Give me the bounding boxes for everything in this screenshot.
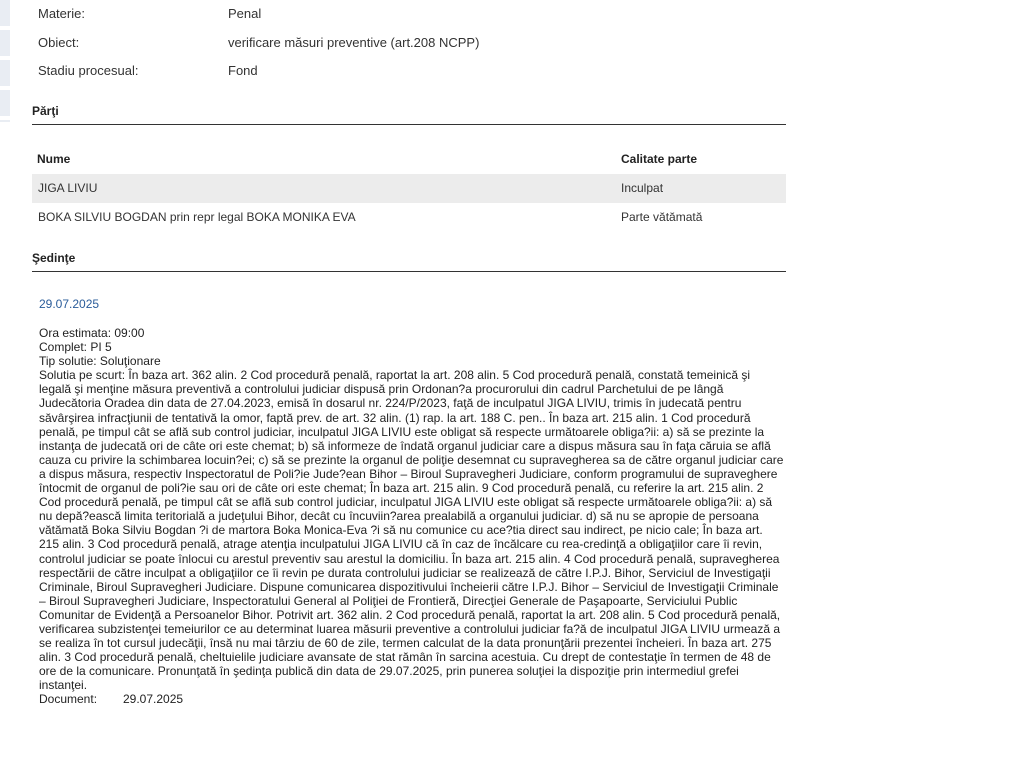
case-info-label: Obiect: <box>38 35 80 50</box>
party-role: Parte vătămată <box>621 210 703 224</box>
party-name: BOKA SILVIU BOGDAN prin repr legal BOKA MONIKA EVA <box>38 210 356 224</box>
case-info-value: Penal <box>228 6 262 21</box>
session-panel: Complet: PI 5 <box>39 340 112 355</box>
session-date: 29.07.2025 <box>39 297 100 311</box>
parties-table <box>32 144 786 232</box>
case-info-value: verificare măsuri preventive (art.208 NCPP) <box>228 35 480 50</box>
session-details <box>39 326 784 707</box>
party-name: JIGA LIVIU <box>38 181 98 195</box>
case-info-label: Stadiu procesual: <box>38 63 139 78</box>
parties-section-title: Părţi <box>32 104 786 125</box>
column-header-name: Nume <box>37 152 71 166</box>
left-sidebar-strip <box>0 0 10 122</box>
sessions-section-title: Şedinţe <box>32 251 786 272</box>
session-solution-summary: Solutia pe scurt: În baza art. 362 alin. 2 Cod procedură penală, raportat la art. 208 alin. 5 Cod procedură penală, constată temeinică şi legală şi menţine măsura preventivă a controlului judiciar dispusă prin Ordonan?a procurorului din cadrul Parchetului de pe lângă Judecătoria Oradea din data de 27.04.2023, emisă în dosarul nr. 224/P/2023, faţă de inculpatul JIGA LIVIU, trimis în judecată pentru săvârşirea infracţiunii de tentativă la omor, faptă prev. de art. 32 alin. (1) rap. la art. 188 C. pen.. În baza art. 215 alin. 1 Cod procedură penală, pe timpul cât se află sub control judiciar, inculpatul JIGA LIVIU este obligat să respecte următoarele obliga?ii: a) să se prezinte la instanţa de judecată ori de câte ori este chemat; b) să informeze de îndată organul judiciar care a dispus măsura sau în faţa căruia se află cauza cu privire la schimbarea locuin?ei; c) să se prezinte la organul de poliţie desemnat cu supravegherea sa de către organul judiciar care a dispus măsura, respectiv Inspectoratul de Poli?ie Jude?ean Bihor – Biroul Supravegheri Judiciare, conform programului de supraveghere întocmit de organul de poli?ie sau ori de câte ori este chemat; În baza art. 215 alin. 9 Cod procedură penală, cu referire la art. 215 alin. 2 Cod procedură penală, pe timpul cât se află sub control judiciar, inculpatul JIGA LIVIU este obligat să respecte următoarele obliga?ii: a) să nu depă?ească limita teritorială a judeţului Bihor, decât cu încuviin?area prealabilă a organului judiciar. d) să nu se apropie de persoana vătămată Boka Silviu Bogdan ?i de martora Boka Monica-Eva ?i să nu comunice cu ace?tia direct sau indirect, pe nicio cale; În baza art. 215 alin. 3 Cod procedură penală, atrage atenţia inculpatului JIGA LIVIU că în caz de încălcare cu rea-credinţă a obligaţiilor care îi revin, controlul judiciar se poate înlocui cu arestul preventiv sau arestul la domiciliu. În baza art. 215 alin. 4 Cod procedură penală, supravegherea respectării de către inculpat a obligaţiilor ce îi revin pe durata controlului judiciar se realizează de către I.P.J. Bihor, Serviciul de Investigaţii Criminale, Biroul Supravegheri Judiciare. Dispune comunicarea dispozitivului încheierii către I.P.J. Bihor – Serviciul de Investigaţii Criminale – Biroul Supravegheri Judiciare, Inspectoratului General al Poliţiei de Frontieră, Direcţiei Generale de Paşapoarte, Serviciului Public Comunitar de Evidenţă a Persoanelor Bihor. Potrivit art. 362 alin. 2 Cod procedură penală, raportat la art. 208 alin. 5 Cod procedură penală, verificarea subzistenţei temeiurilor ce au determinat luarea măsurii preventive a controlului judiciar fa?ă de inculpatul JIGA LIVIU urmează a se realiza în tot cursul judecăţii, însă nu mai târziu de 60 de zile, termen calculat de la data pronunţării prezentei încheieri. În baza art. 275 alin. 3 Cod procedură penală, cheltuielile judiciare avansate de stat rămân în sarcina acestuia. Cu drept de contestaţie în termen de 48 de ore de la comunicare. Pronunţată în şedinţa publică din data de 29.07.2025, prin punerea soluţiei la dispoziţie prin intermediul grefei instanţei. <box>39 368 784 693</box>
case-info-value: Fond <box>228 63 258 78</box>
document-label: Document: <box>39 692 98 707</box>
parties-table-header <box>32 144 786 174</box>
session-estimated-time: Ora estimata: 09:00 <box>39 326 145 340</box>
session-document <box>39 692 784 706</box>
table-row <box>32 174 786 203</box>
session-solution-type: Tip solutie: Soluţionare <box>39 354 161 369</box>
column-header-role: Calitate parte <box>621 152 698 166</box>
document-date: 29.07.2025 <box>123 692 184 707</box>
case-info-label: Materie: <box>38 6 85 21</box>
table-row <box>32 203 786 232</box>
party-role: Inculpat <box>621 181 664 195</box>
